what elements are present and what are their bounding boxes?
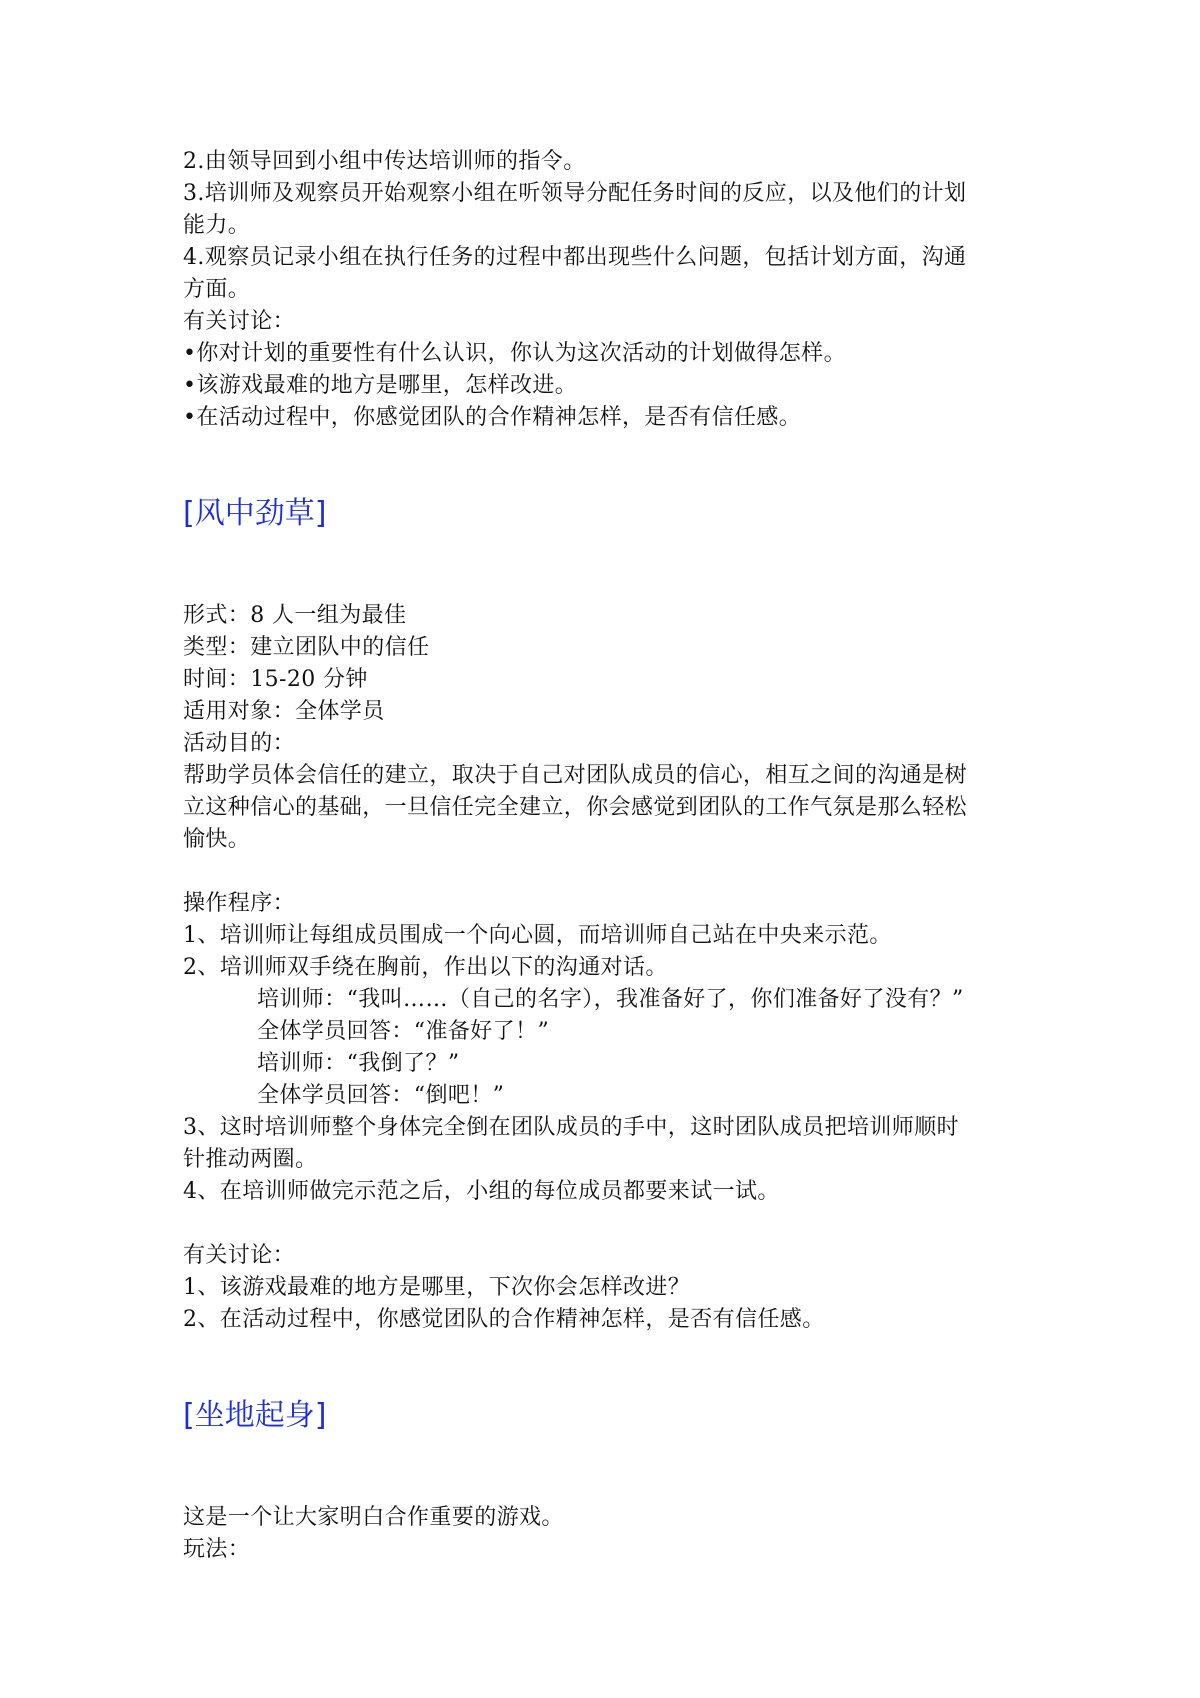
- procedure-step: 2、培训师双手绕在胸前，作出以下的沟通对话。: [183, 955, 668, 980]
- paragraph-line: 3.培训师及观察员开始观察小组在听领导分配任务时间的反应，以及他们的计划: [183, 181, 967, 206]
- paragraph-line: 4.观察员记录小组在执行任务的过程中都出现些什么问题，包括计划方面，沟通: [183, 245, 967, 270]
- paragraph-line: 时间：15-20 分钟: [183, 667, 368, 692]
- paragraph-line: 形式：8 人一组为最佳: [183, 603, 407, 628]
- section-heading-zuo-di-qi-shen: [坐地起身]: [183, 1398, 327, 1433]
- dialogue-line: 全体学员回答：“准备好了！”: [257, 1019, 550, 1044]
- dialogue-line: 培训师：“我倒了？”: [257, 1051, 460, 1076]
- procedure-label: 操作程序：: [183, 891, 296, 916]
- paragraph-line: 能力。: [183, 213, 251, 238]
- dialogue-line: 培训师：“我叫……（自己的名字），我准备好了，你们准备好了没有？”: [257, 987, 964, 1012]
- bullet-item: •你对计划的重要性有什么认识，你认为这次活动的计划做得怎样。: [183, 341, 846, 366]
- paragraph-line: 类型：建立团队中的信任: [183, 635, 430, 660]
- paragraph-line: 玩法：: [183, 1537, 251, 1562]
- section-heading-feng-zhong-jin-cao: [风中劲草]: [183, 496, 327, 531]
- paragraph-line: 方面。: [183, 277, 251, 302]
- procedure-step: 4、在培训师做完示范之后，小组的每位成员都要来试一试。: [183, 1179, 780, 1204]
- paragraph-line: 这是一个让大家明白合作重要的游戏。: [183, 1505, 564, 1530]
- paragraph-line: 2.由领导回到小组中传达培训师的指令。: [183, 149, 586, 174]
- paragraph-line: 活动目的：: [183, 731, 296, 756]
- dialogue-line: 全体学员回答：“倒吧！”: [257, 1083, 505, 1108]
- discussion-item: 2、在活动过程中，你感觉团队的合作精神怎样，是否有信任感。: [183, 1307, 825, 1332]
- paragraph-line: 帮助学员体会信任的建立，取决于自己对团队成员的信心，相互之间的沟通是树: [183, 763, 968, 788]
- discussion-label: 有关讨论：: [183, 309, 296, 334]
- procedure-step: 1、培训师让每组成员围成一个向心圆，而培训师自己站在中央来示范。: [183, 923, 892, 948]
- discussion-label: 有关讨论：: [183, 1243, 296, 1268]
- discussion-item: 1、该游戏最难的地方是哪里，下次你会怎样改进？: [183, 1275, 691, 1300]
- paragraph-line: 立这种信心的基础，一旦信任完全建立，你会感觉到团队的工作气氛是那么轻松: [183, 795, 968, 820]
- procedure-step: 针推动两圈。: [183, 1147, 318, 1172]
- procedure-step: 3、这时培训师整个身体完全倒在团队成员的手中，这时团队成员把培训师顺时: [183, 1115, 959, 1140]
- bullet-item: •在活动过程中，你感觉团队的合作精神怎样，是否有信任感。: [183, 405, 802, 430]
- bullet-item: •该游戏最难的地方是哪里，怎样改进。: [183, 373, 578, 398]
- paragraph-line: 愉快。: [183, 827, 251, 852]
- paragraph-line: 适用对象：全体学员: [183, 699, 385, 724]
